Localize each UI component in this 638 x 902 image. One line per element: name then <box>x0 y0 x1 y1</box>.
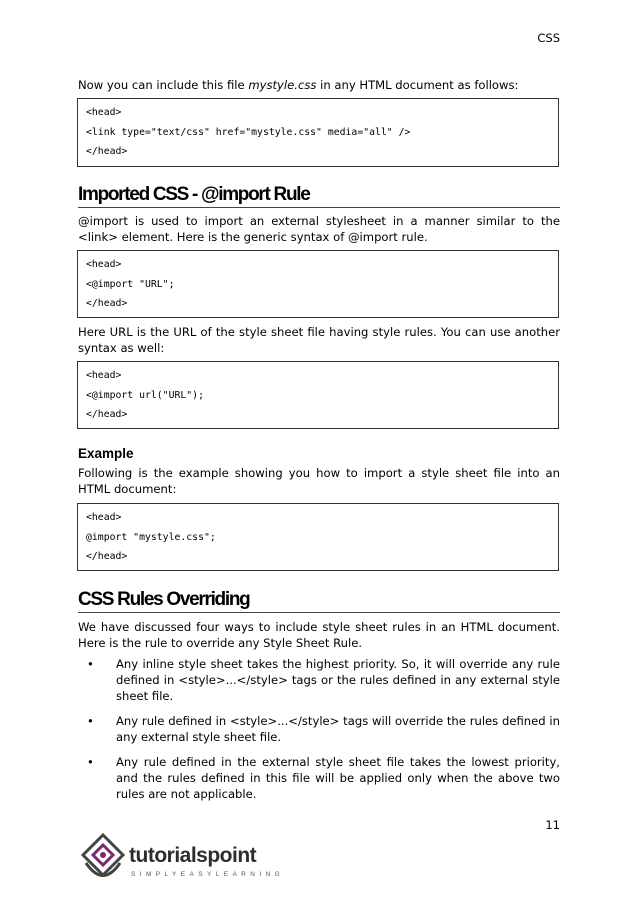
code-line: @import "mystyle.css"; <box>86 531 216 543</box>
example-description: Following is the example showing you how to import a style sheet file into an HTML document: <box>78 466 560 496</box>
code-line: <head> <box>86 370 122 381</box>
import-description: @import is used to import an external stylesheet in a manner similar to the <link> element. Here is the generic syntax of @import rule. <box>78 214 560 244</box>
bullet-icon: • <box>87 657 94 671</box>
intro-text-before: Now you can include this file <box>78 78 249 92</box>
intro-filename: mystyle.css <box>248 78 317 92</box>
example-heading: Example <box>78 446 134 461</box>
code-line: </head> <box>86 551 128 562</box>
overriding-description: We have discussed four ways to include style sheet rules in an HTML document. Here is the rule to override any Style Sheet Rule. <box>78 620 560 650</box>
list-item-text: Any rule defined in the external style sheet file takes the lowest priority, and the rules defined in this file will be applied only when the above two rules are not applicable. <box>116 755 560 801</box>
code-line: <head> <box>86 259 122 270</box>
list-item <box>78 754 560 802</box>
code-line: <head> <box>86 107 122 118</box>
tutorialspoint-logo <box>78 833 285 893</box>
code-block-example <box>77 503 559 571</box>
url-description: Here URL is the URL of the style sheet file having style rules. You can use another syntax as well: <box>78 325 560 355</box>
code-line: </head> <box>86 409 128 420</box>
code-block-link <box>77 98 559 167</box>
code-line: <@import url("URL"); <box>86 389 204 401</box>
page-number: 11 <box>545 818 560 832</box>
code-block-import-url <box>77 361 559 429</box>
code-block-import <box>77 250 559 318</box>
list-item <box>78 656 560 704</box>
list-item <box>78 713 560 745</box>
code-line: <head> <box>86 512 122 523</box>
section-heading-overriding: CSS Rules Overriding <box>78 589 560 613</box>
logo-tagline: SIMPLYEASYLEARNING <box>131 871 285 878</box>
logo-emblem-icon <box>78 833 128 893</box>
override-rules-list <box>78 656 560 811</box>
intro-paragraph <box>78 77 560 93</box>
code-line: </head> <box>86 298 128 309</box>
code-line: <@import "URL"; <box>86 278 175 290</box>
intro-text-after: in any HTML document as follows: <box>316 78 519 92</box>
running-header: CSS <box>537 31 560 45</box>
list-item-text: Any rule defined in <style>...</style> tags will override the rules defined in any external style sheet file. <box>116 714 560 744</box>
section-heading-import: Imported CSS - @import Rule <box>78 184 560 208</box>
bullet-icon: • <box>87 714 94 728</box>
bullet-icon: • <box>87 755 94 769</box>
logo-wordmark: tutorialspoint <box>129 844 257 867</box>
list-item-text: Any inline style sheet takes the highest priority. So, it will override any rule defined in <style>...</style> tags or the rules defined in any external style sheet file. <box>116 657 560 703</box>
code-line: </head> <box>86 146 128 157</box>
code-line: <link type="text/css" href="mystyle.css" media="all" /> <box>86 126 411 138</box>
